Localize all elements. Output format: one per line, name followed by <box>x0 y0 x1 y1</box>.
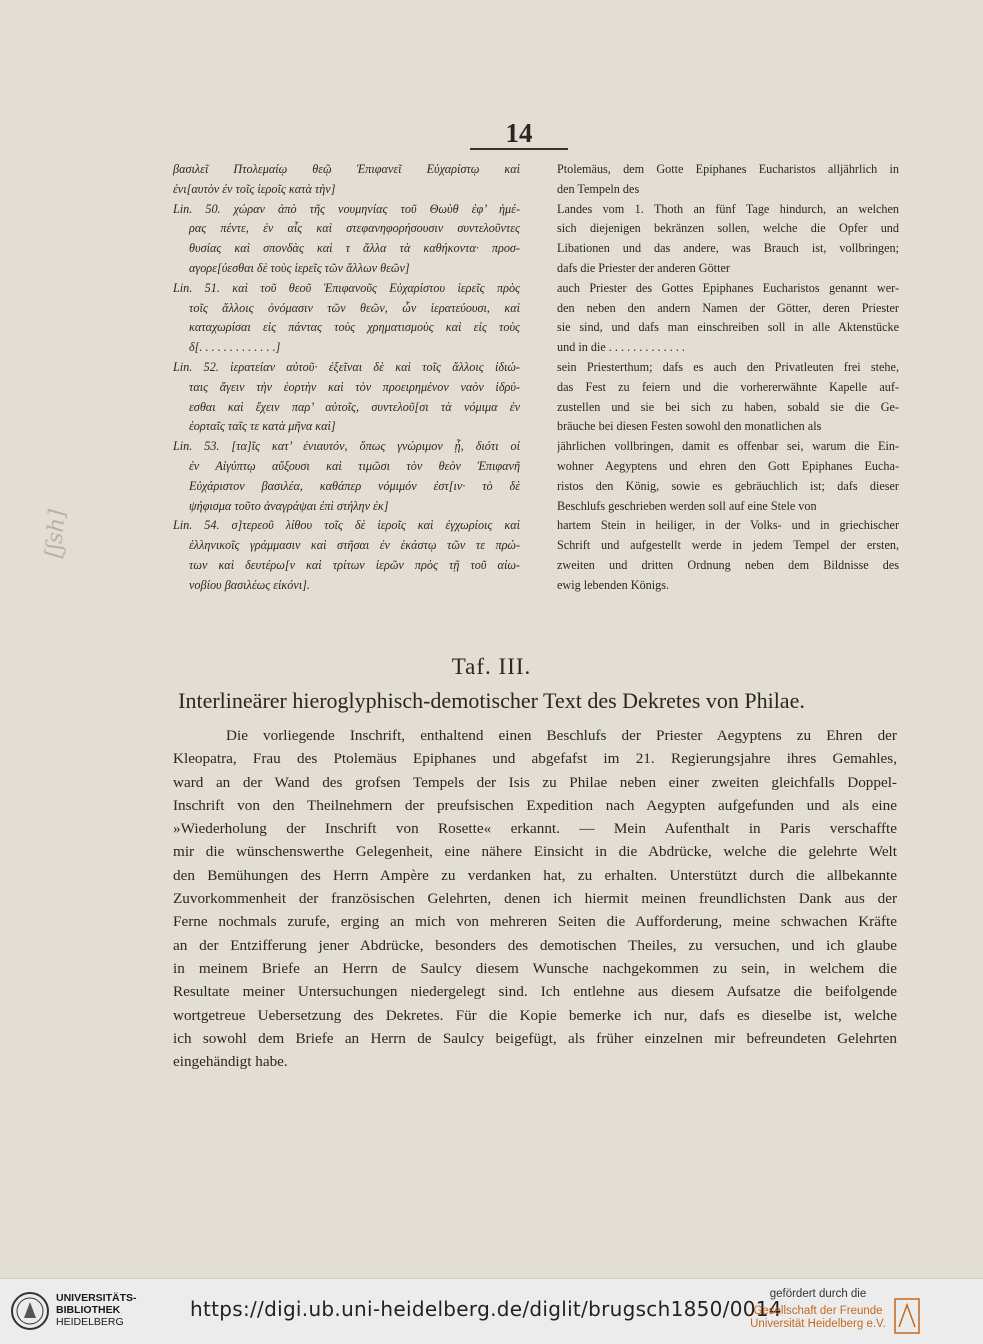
footer-bar <box>0 1278 983 1344</box>
german-line: das Fest zu feiern und die vorhererwähnte Kapelle auf- <box>557 379 899 394</box>
university-seal-icon <box>10 1291 50 1331</box>
german-line: und in die . . . . . . . . . . . . . <box>557 340 685 355</box>
greek-line: Lin. 53. [τα]ῖς κατ’ ἐνιαυτόν, ὅπως γνώριμον ᾖ, διότι οἱ <box>173 439 520 454</box>
german-line: zweiten und dritten Ordnung neben dem Bildnisse des <box>557 557 899 572</box>
german-line: Landes vom 1. Thoth an fünf Tage hindurch, an welchen <box>557 201 899 216</box>
german-line: sein Priesterthum; dafs es auch den Privatleuten frei stehe, <box>557 359 899 374</box>
funded-by-label: gefördert durch die <box>769 1288 867 1300</box>
german-line: Libationen und das andere, was Brauch ist, vollbringen; <box>557 241 899 256</box>
greek-line: εσθαι καὶ ἔχειν παρ’ αὐτοῖς, συντελοῦ[σι τὰ νόμιμα ἐν <box>189 399 520 414</box>
german-line: wohner Aegyptens und ehren den Gott Epiphanes Eucha- <box>557 458 899 473</box>
greek-line: καταχωρίσαι εἰς πάντας τοὺς χρηματισμοὺς καὶ εἰς τοὺς <box>189 320 520 335</box>
body-line: eingehändigt habe. <box>173 1053 288 1071</box>
german-line: ristos den König, sowie es gebräuchlich ist; dafs dieser <box>557 478 899 493</box>
greek-line: Εὐχάριστον βασιλέα, καθάπερ νόμιμόν ἐστ[ιν· τὸ δὲ <box>189 478 520 493</box>
greek-line: Lin. 54. σ]τερεοῦ λίθου τοῖς δὲ ἱεροῖς καὶ ἐγχωρίοις καὶ <box>173 518 520 533</box>
greek-line: θυσίας καὶ σπονδὰς καὶ τ ἄλλα τὰ καθήκοντα· προσ- <box>189 241 520 256</box>
german-line: sich diejenigen bekränzen sollen, welche die Opfer und <box>557 221 899 236</box>
greek-line: των καὶ δευτέρω[ν καὶ τρίτων ἱερῶν πρὸς τῇ τοῦ αἰω- <box>189 557 520 572</box>
body-line: Zuvorkommenheit der französischen Gelehrten, denen ich hiermit meinen freundlichsten Dank aus der <box>173 890 897 908</box>
body-line: »Wiederholung der Inschrift von Rosette« erkannt. — Mein Aufenthalt in Paris verschaffte <box>173 820 897 838</box>
german-line: hartem Stein in heiliger, in der Volks- und in griechischer <box>557 518 899 533</box>
german-line: den Tempeln des <box>557 181 640 196</box>
greek-line: νοβίου βασιλέως εἰκόνι]. <box>189 577 310 592</box>
body-line: Ferne nochmals zurufe, erging an mich von mehreren Seiten die Aufforderung, meine schwachen Kräfte <box>173 913 897 931</box>
body-line: Inschrift von den Theilnehmern der preufsischen Expedition nach Aegypten aufgefunden und als eine <box>173 796 897 814</box>
page-number-rule <box>470 148 568 150</box>
german-line: zustellen und sie bei sich zu haben, sobald sie die Ge- <box>557 399 899 414</box>
greek-line: ρας πέντε, ἐν αἷς καὶ στεφανηφορήσουσιν συντελοῦντες <box>189 221 520 236</box>
body-line: mir die wünschenswerthe Gelegenheit, eine nähere Einsicht in die Abdrücke, welche die gelehrte Welt <box>173 843 897 861</box>
body-line: den Bemühungen des Herrn Ampère zu verdanken hat, zu erhalten. Unterstützt durch die allbekannte <box>173 866 897 884</box>
greek-line: τοῖς ἄλλοις ὀνόμασιν τῶν θεῶν, ὧν ἱερατεύουσι, καὶ <box>189 300 520 315</box>
page-number: 14 <box>505 118 533 148</box>
permalink-url[interactable]: https://digi.ub.uni-heidelberg.de/diglit/brugsch1850/0014 <box>190 1297 782 1321</box>
greek-line: Lin. 51. καὶ τοῦ θεοῦ Ἐπιφανοῦς Εὐχαρίστου ἱερεῖς πρὸς <box>173 280 520 295</box>
body-line: Kleopatra, Frau des Ptolemäus Epiphanes und abgefafst im 21. Regierungsjahre ihres Gemahles, <box>173 750 897 768</box>
greek-line: ἐν Αἰγύπτῳ αὔξουσι καὶ τιμῶσι τὸν θεὸν Ἐπιφανῆ <box>189 458 520 473</box>
german-line: auch Priester des Gottes Epiphanes Eucharistos genannt wer- <box>557 280 899 295</box>
greek-line: αγορε[ύεσθαι δὲ τοὺς ἱερεῖς τῶν ἄλλων θεῶν] <box>189 260 410 275</box>
greek-line: ψήφισμα τοῦτο ἀναγράψαι ἐπὶ στήλην ἐκ] <box>189 498 389 513</box>
body-paragraph <box>173 724 897 1073</box>
body-line: in meinem Briefe an Herrn de Saulcy diesem Wunsche nachgekommen zu sein, in welchem die <box>173 959 897 977</box>
body-line: an der Entzifferung jener Abdrücke, besonders des demotischen Theiles, zu versuchen, und ich glaube <box>173 936 897 954</box>
greek-line: ἑορταῖς ταῖς τε κατὰ μῆνα καὶ] <box>189 419 336 434</box>
german-line: den neben den andern Namen der Götter, deren Priester <box>557 300 899 315</box>
plate-subtitle: Interlineärer hieroglyphisch-demotischer Text des Dekretes von Philae. <box>178 688 805 713</box>
greek-line: Lin. 52. ἱερατείαν αὐτοῦ· ἐξεῖναι δὲ καὶ τοῖς ἄλλοις ἰδιώ- <box>173 359 520 374</box>
body-line: ward an der Wand des grofsen Tempels der Isis zu Philae neben einer zweiten gleichfalls Doppel- <box>173 773 897 791</box>
german-line: bräuche bei diesen Festen sowohl den monatlichen als <box>557 419 822 434</box>
german-line: Schrift und aufgestellt werde in jedem Tempel der ersten, <box>557 538 899 553</box>
plate-heading: Taf. III. <box>451 654 532 679</box>
greek-line: ἑλληνικοῖς γράμμασιν καὶ στῆσαι ἐν ἑκάστῳ τῶν τε πρώ- <box>189 538 520 553</box>
german-line: jährlichen vollbringen, damit es offenbar sei, warum die Ein- <box>557 439 899 454</box>
society-logo-text[interactable]: Gesellschaft der Freunde Universität Heidelberg e.V. <box>750 1305 886 1330</box>
body-line: wortgetreue Uebersetzung des Dekretes. Für die Kopie bemerke ich nur, dafs es dieselbe ist, welche <box>173 1006 897 1024</box>
greek-line: ἐνι[αυτὸν ἐν τοῖς ἱεροῖς κατὰ τὴν] <box>173 181 336 196</box>
german-line: Ptolemäus, dem Gotte Epiphanes Eucharistos alljährlich in <box>557 162 899 176</box>
german-translation-column <box>557 160 899 596</box>
greek-line: βασιλεῖ Πτολεμαίῳ θεῷ Ἐπιφανεῖ Εὐχαρίστῳ καὶ <box>173 162 520 176</box>
body-line: Die vorliegende Inschrift, enthaltend einen Beschlufs der Priester Aegyptens zu Ehren der <box>226 727 897 744</box>
body-line: Resultate meiner Untersuchungen niedergelegt sind. Ich entlehne aus diesem Aufsatze die beifolgende <box>173 983 897 1001</box>
german-line: ewig lebenden Königs. <box>557 577 670 592</box>
greek-line: ταις ἄγειν τὴν ἑορτὴν καὶ τὸν προειρημένον ναὸν ἱδρύ- <box>189 379 520 394</box>
society-mark-icon <box>893 1297 921 1335</box>
pencil-margin-note: [ʃsh] <box>41 508 71 560</box>
library-logo-text[interactable]: UNIVERSITÄTS- BIBLIOTHEK HEIDELBERG <box>56 1292 137 1328</box>
german-line: dafs die Priester der anderen Götter <box>557 260 730 275</box>
greek-text-column <box>173 160 520 596</box>
german-line: sie sind, und dafs man einschreiben soll in alle Aktenstücke <box>557 320 899 335</box>
greek-line: Lin. 50. χώραν ἀπὸ τῆς νουμηνίας τοῦ Θωὺθ ἐφ’ ἡμέ- <box>173 201 520 216</box>
body-line: ich sowohl dem Briefe an Herrn de Saulcy beigefügt, als früher einzelnen mir befreundeten Gelehrten <box>173 1029 897 1047</box>
greek-line: δ[. . . . . . . . . . . . .] <box>189 340 281 355</box>
german-line: Beschlufs geschrieben werden soll auf eine Stele von <box>557 498 817 513</box>
